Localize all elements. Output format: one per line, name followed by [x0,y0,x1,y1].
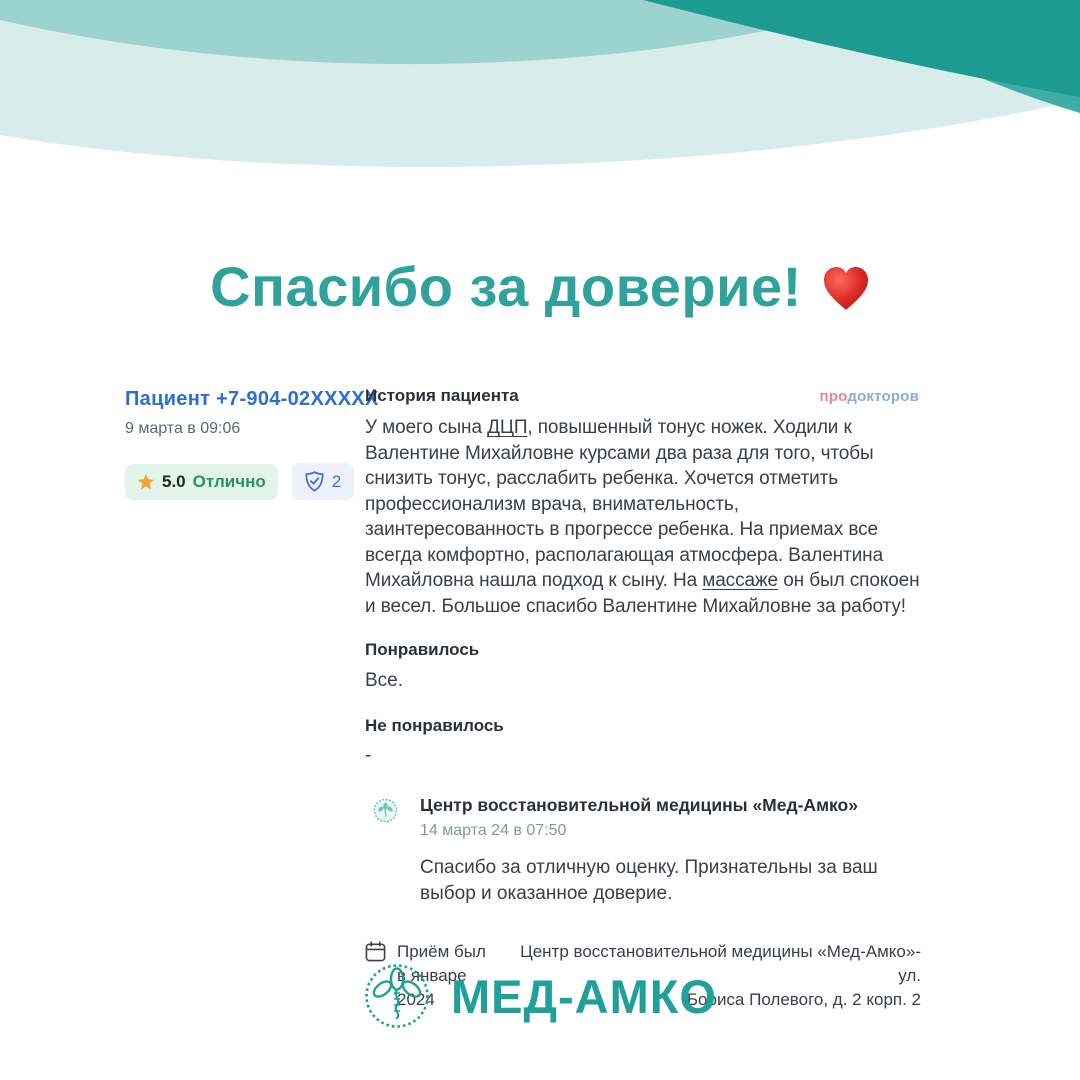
verified-count: 2 [331,471,342,491]
story-segment: У моего сына [365,417,488,439]
med-amko-logo-emblem [363,962,431,1030]
star-icon [137,473,155,491]
rating-score: 5.0 [162,471,186,491]
disliked-value: - [365,744,372,766]
prodoctorov-watermark [820,388,919,405]
watermark-part-doctorov: докторов [847,388,919,405]
story-segment: , повышенный тонус ножек. Ходили к Валентине Михайловне курсами два раза для того, чтобы снизить тонус, расслабить ребенка. Хочется отметить профессионализм врача, внимательность, заинтересованность в прогрессе ребенка. На приемах все всегда комфортно, располагающая атмосфера. Валентина Михайловна нашла подход к сыну. На [365,417,884,592]
story-heading: История пациента [365,386,519,405]
rating-label: Отлично [192,471,266,491]
rating-badge [125,464,278,500]
liked-value: Все. [365,669,404,691]
term-link-massage[interactable]: массаже [702,570,779,592]
visit-line2: в январе 2024 [397,965,467,1009]
shield-check-icon [305,471,324,492]
address-line1: Центр восстановительной медицины «Мед-Амко»-ул. [520,941,921,985]
brand-footer [0,956,1080,1036]
watermark-part-pro: про [819,388,848,405]
visit-line1: Приём был [397,941,486,961]
review-body-column [365,386,921,1012]
reply-text: Спасибо за отличную оценку. Признательны за ваш выбор и оказанное доверие. [420,856,878,904]
review-meta-column [125,388,379,500]
verified-badge[interactable] [292,463,354,500]
patient-name-link[interactable]: Пациент +7-904-02XXXXX [125,388,379,410]
story-text [365,415,921,619]
heart-icon [822,266,870,312]
story-segment: он был спокоен и весел. Большое спасибо Валентине Михайловне за работу! [365,570,920,617]
page-title: Спасибо за доверие! [210,255,802,318]
disliked-heading: Не понравилось [365,715,504,735]
reply-date: 14 марта 24 в 07:50 [420,821,567,839]
clinic-avatar-icon [373,798,398,823]
review-date: 9 марта в 09:06 [125,420,241,437]
term-link-dcp[interactable]: ДЦП [487,417,528,439]
clinic-reply [365,795,921,907]
address-line2: Бориса Полевого, д. 2 корп. 2 [686,989,921,1009]
title-row [0,250,1080,324]
clinic-name-link[interactable]: Центр восстановительной медицины «Мед-Амко» [420,794,858,815]
review-badges [125,463,360,500]
brand-name: МЕД-АМКО [451,969,717,1023]
liked-heading: Понравилось [365,640,480,660]
